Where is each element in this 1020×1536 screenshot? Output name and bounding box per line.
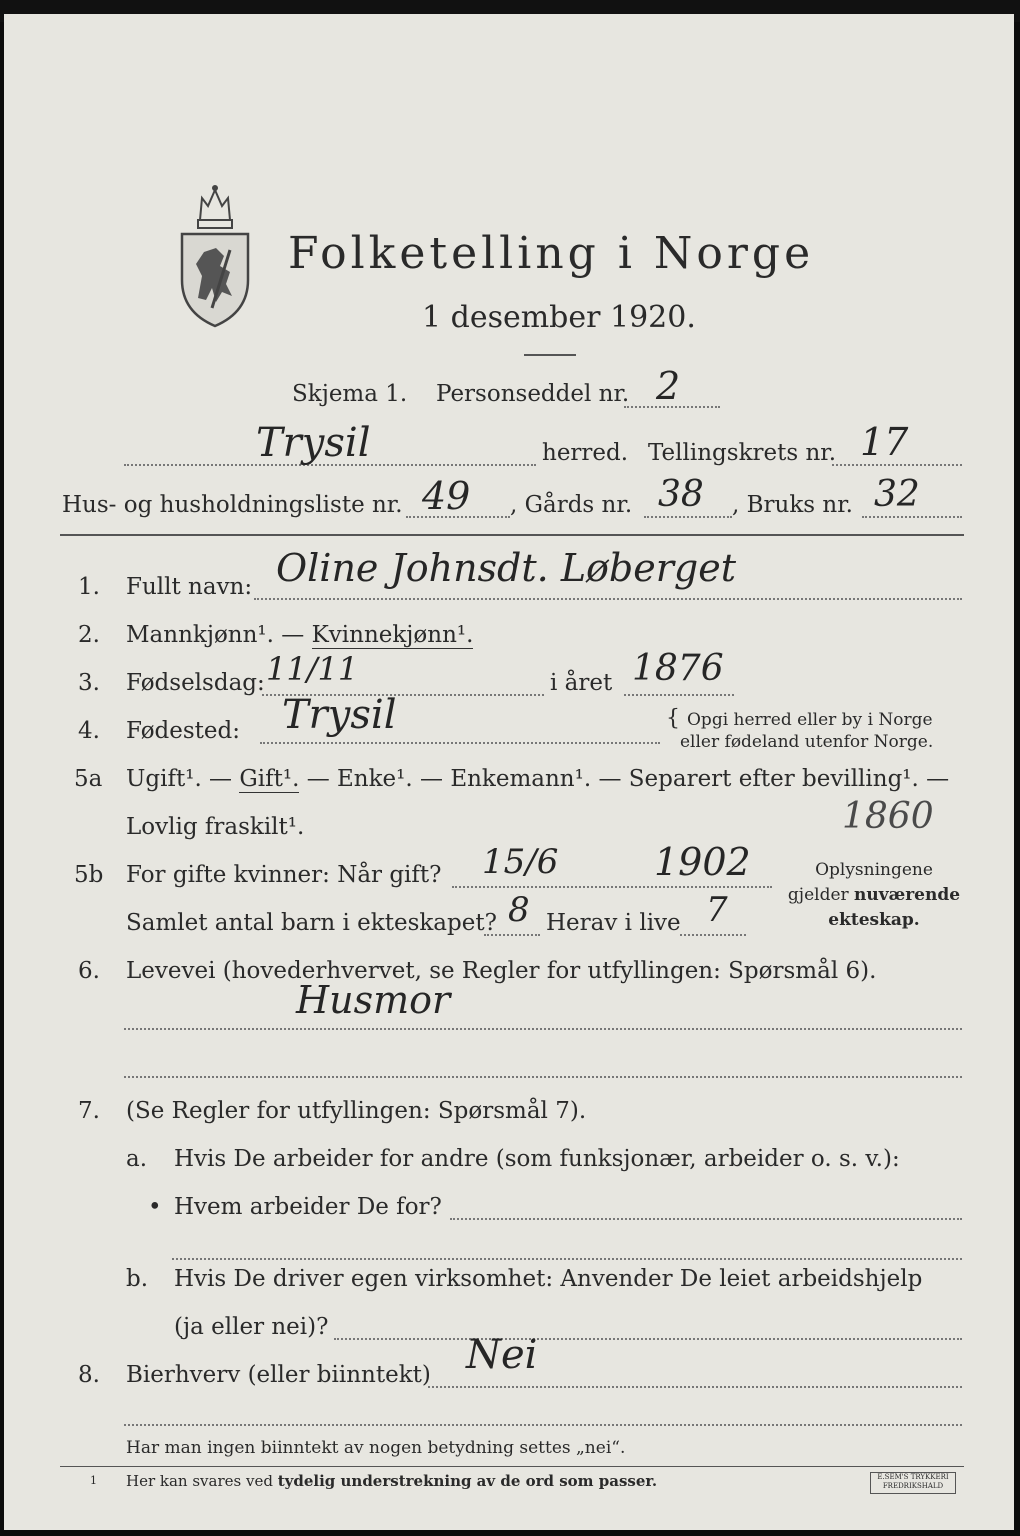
- stamp-line1: E.SEM'S TRYKKERI: [877, 1473, 949, 1481]
- form-title: Folketelling i Norge: [288, 228, 815, 279]
- municipality-value[interactable]: Trysil: [256, 420, 371, 466]
- census-form: [4, 14, 1014, 1530]
- q5b-note-line2a: gjelder: [787, 885, 855, 905]
- tellingskrets-label: Tellingskrets nr.: [648, 440, 837, 466]
- q5a-gift-underlined[interactable]: Gift¹.: [239, 766, 300, 792]
- q5b-note-line2b: nuværende: [854, 885, 961, 905]
- coat-of-arms-icon: [172, 180, 258, 330]
- q5a-line2[interactable]: Lovlig fraskilt¹.: [126, 814, 305, 840]
- herred-label: herred.: [542, 440, 629, 466]
- q5b-label: For gifte kvinner: Når gift?: [126, 862, 442, 888]
- q5a-line1: [126, 766, 949, 792]
- tellingskrets-dotline: [832, 464, 962, 466]
- q7a-question: Hvem arbeider De for?: [174, 1194, 442, 1220]
- alive-value[interactable]: 7: [706, 890, 728, 930]
- q5b-dotline: [452, 886, 772, 888]
- alive-dotline: [680, 934, 746, 936]
- q5a-ugift[interactable]: Ugift¹. —: [126, 766, 240, 792]
- personseddel-value[interactable]: 2: [656, 364, 681, 408]
- q1-dotline: [254, 598, 962, 600]
- side-income-value[interactable]: Nei: [466, 1332, 538, 1378]
- q2-male-option[interactable]: Mannkjønn¹.: [126, 622, 274, 648]
- q3-year-label: i året: [550, 670, 613, 696]
- q4-note-line2: eller fødeland utenfor Norge.: [680, 732, 934, 752]
- margin-note: 1860: [842, 796, 934, 837]
- q4-number: 4.: [78, 718, 100, 744]
- q2-female-option[interactable]: Kvinnekjønn¹.: [311, 622, 474, 648]
- q5b-alive-label: Herav i live: [546, 910, 681, 936]
- q6-dotline2: [124, 1076, 962, 1078]
- bruks-value[interactable]: 32: [874, 474, 920, 515]
- footnote-text-a: Her kan svares ved: [126, 1472, 278, 1490]
- hus-value[interactable]: 49: [422, 474, 471, 518]
- q7-label: (Se Regler for utfyllingen: Spørsmål 7).: [126, 1098, 587, 1124]
- header-rule: [60, 534, 964, 536]
- q7a-dotline1[interactable]: [450, 1218, 962, 1220]
- stamp-line2: FREDRIKSHALD: [882, 1482, 944, 1490]
- full-name-value[interactable]: Oline Johnsdt. Løberget: [276, 546, 736, 590]
- q7a-letter: a.: [126, 1146, 148, 1172]
- schema-label: Skjema 1.: [292, 381, 408, 407]
- q1-number: 1.: [78, 574, 100, 600]
- hus-label: Hus- og husholdningsliste nr.: [62, 492, 403, 518]
- q4-dotline: [260, 742, 660, 744]
- footnote-number: 1: [90, 1474, 97, 1487]
- personseddel-label: Personseddel nr.: [436, 381, 630, 407]
- q8-dotline2: [124, 1424, 962, 1426]
- footnote-text-b: tydelig understrekning av de ord som passer.: [277, 1472, 658, 1490]
- q6-number: 6.: [78, 958, 100, 984]
- q7a-dotline2[interactable]: [172, 1258, 962, 1260]
- q4-note-line1: Opgi herred eller by i Norge: [687, 710, 933, 730]
- q8-number: 8.: [78, 1362, 100, 1388]
- gards-value[interactable]: 38: [658, 474, 704, 515]
- birth-year-value[interactable]: 1876: [632, 648, 724, 689]
- q7b-question: (ja eller nei)?: [174, 1314, 329, 1340]
- bullet: •: [148, 1194, 162, 1220]
- q7b-dotline[interactable]: [334, 1338, 962, 1340]
- tellingskrets-value[interactable]: 17: [860, 420, 909, 464]
- q2-separator: —: [273, 622, 312, 648]
- q6-label: Levevei (hovederhvervet, se Regler for utfyllingen: Spørsmål 6).: [126, 958, 877, 984]
- footer-note: Har man ingen biinntekt av nogen betydning settes „nei“.: [126, 1438, 626, 1458]
- q4-label: Fødested:: [126, 718, 241, 744]
- q5b-note: [778, 858, 970, 933]
- q3-year-dotline: [624, 694, 734, 696]
- occupation-value[interactable]: Husmor: [296, 978, 451, 1022]
- gards-label: , Gårds nr.: [510, 492, 633, 518]
- q7b-text: Hvis De driver egen virksomhet: Anvender De leiet arbeidshjelp: [174, 1266, 923, 1292]
- q4-note: { Opgi herred eller by i Norge eller fødeland utenfor Norge.: [666, 706, 934, 752]
- q8-dotline: [428, 1386, 962, 1388]
- q5b-children-label: Samlet antal barn i ekteskapet?: [126, 910, 497, 936]
- birthdate-value[interactable]: 11/11: [266, 650, 359, 688]
- q2-number: 2.: [78, 622, 100, 648]
- children-value[interactable]: 8: [508, 890, 530, 930]
- printer-stamp: [870, 1472, 956, 1494]
- bruks-dotline: [862, 516, 962, 518]
- q5b-number: 5b: [74, 862, 104, 888]
- q7-number: 7.: [78, 1098, 100, 1124]
- q5b-note-line1: Oplysningene: [815, 860, 933, 880]
- footnote-text: [126, 1472, 657, 1490]
- gards-dotline: [644, 516, 732, 518]
- census-date: 1 desember 1920.: [422, 300, 696, 335]
- title-divider: [524, 354, 576, 356]
- birthplace-value[interactable]: Trysil: [282, 692, 397, 738]
- q8-label: Bierhverv (eller biinntekt): [126, 1362, 431, 1388]
- bruks-label: , Bruks nr.: [732, 492, 853, 518]
- q3-label: Fødselsdag:: [126, 670, 265, 696]
- q1-label: Fullt navn:: [126, 574, 253, 600]
- q5a-number: 5a: [74, 766, 103, 792]
- q7a-text: Hvis De arbeider for andre (som funksjonær, arbeider o. s. v.):: [174, 1146, 900, 1172]
- q2-sex: [126, 622, 473, 648]
- marriage-year-value[interactable]: 1902: [654, 840, 751, 884]
- q5b-note-line3: ekteskap.: [828, 910, 920, 930]
- marriage-date-value[interactable]: 15/6: [482, 842, 559, 882]
- q7b-letter: b.: [126, 1266, 149, 1292]
- q6-dotline1: [124, 1028, 962, 1030]
- q5a-other-options[interactable]: — Enke¹. — Enkemann¹. — Separert efter bevilling¹. —: [299, 766, 950, 792]
- q3-number: 3.: [78, 670, 100, 696]
- footer-rule: [60, 1466, 964, 1467]
- children-dotline: [484, 934, 540, 936]
